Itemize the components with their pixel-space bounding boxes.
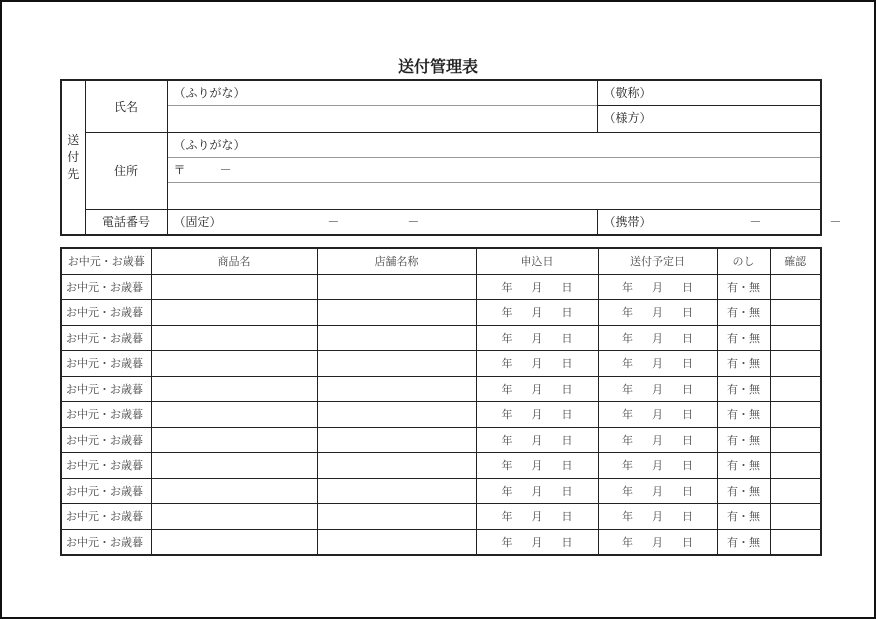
store-cell[interactable] — [317, 376, 476, 402]
date-year: 年 — [501, 331, 513, 345]
date-month: 月 — [531, 433, 543, 447]
check-cell[interactable] — [770, 427, 821, 453]
row-type-cell — [61, 376, 151, 402]
ship-date-cell[interactable] — [598, 453, 717, 479]
date-year: 年 — [622, 510, 633, 524]
date-day: 日 — [561, 510, 573, 524]
date-month: 月 — [652, 484, 663, 498]
row-type-text: お中元・お歳暮 — [66, 433, 143, 447]
date-month: 月 — [531, 382, 543, 396]
header-noshi: のし — [717, 248, 770, 274]
store-cell[interactable] — [317, 478, 476, 504]
date-year: 年 — [622, 459, 633, 473]
date-year: 年 — [501, 408, 513, 422]
date-month: 月 — [652, 280, 663, 294]
date-day: 日 — [682, 306, 693, 320]
table-row — [61, 325, 821, 351]
check-cell[interactable] — [770, 478, 821, 504]
date-year: 年 — [622, 433, 633, 447]
date-day: 日 — [561, 331, 573, 345]
row-type-cell — [61, 427, 151, 453]
store-cell[interactable] — [317, 300, 476, 326]
date-year: 年 — [501, 382, 513, 396]
postal-code-line[interactable] — [168, 158, 821, 183]
row-type-text: お中元・お歳暮 — [66, 535, 143, 549]
header-order-date: 申込日 — [476, 248, 598, 274]
date-year: 年 — [501, 459, 513, 473]
store-cell[interactable] — [317, 427, 476, 453]
date-month: 月 — [652, 535, 663, 549]
order-date-cell[interactable] — [476, 351, 598, 377]
date-month: 月 — [652, 331, 663, 345]
order-date-cell[interactable] — [476, 504, 598, 530]
order-date-cell[interactable] — [476, 427, 598, 453]
ship-date-cell[interactable] — [598, 529, 717, 555]
order-date-cell[interactable] — [476, 300, 598, 326]
mobile-label: （携帯） — [603, 215, 652, 230]
date-year: 年 — [622, 408, 633, 422]
product-cell[interactable] — [151, 274, 317, 300]
honorific-2: （様方） — [603, 111, 652, 126]
header-store: 店舗名称 — [317, 248, 476, 274]
date-month: 月 — [652, 357, 663, 371]
date-day: 日 — [682, 459, 693, 473]
noshi-choice: 有・無 — [727, 510, 760, 524]
page-title: 送付管理表 — [397, 57, 478, 76]
noshi-choice: 有・無 — [727, 306, 760, 320]
table-row — [61, 402, 821, 428]
order-date-cell[interactable] — [476, 529, 598, 555]
noshi-choice: 有・無 — [727, 484, 760, 498]
ship-date-cell[interactable] — [598, 351, 717, 377]
product-cell[interactable] — [151, 453, 317, 479]
store-cell[interactable] — [317, 351, 476, 377]
check-cell[interactable] — [770, 402, 821, 428]
order-date-cell[interactable] — [476, 453, 598, 479]
store-cell[interactable] — [317, 504, 476, 530]
date-day: 日 — [561, 459, 573, 473]
date-year: 年 — [501, 433, 513, 447]
date-year: 年 — [501, 357, 513, 371]
postal-mark: 〒 — [173, 163, 186, 177]
check-cell[interactable] — [770, 376, 821, 402]
date-year: 年 — [622, 535, 633, 549]
noshi-choice: 有・無 — [727, 535, 760, 549]
table-row — [61, 351, 821, 377]
noshi-choice: 有・無 — [727, 408, 760, 422]
date-month: 月 — [531, 331, 543, 345]
row-type-cell — [61, 453, 151, 479]
store-cell[interactable] — [317, 402, 476, 428]
date-year: 年 — [622, 382, 633, 396]
product-cell[interactable] — [151, 325, 317, 351]
table-row — [61, 478, 821, 504]
date-day: 日 — [561, 433, 573, 447]
noshi-choice: 有・無 — [727, 382, 760, 396]
date-month: 月 — [531, 484, 543, 498]
row-type-text: お中元・お歳暮 — [66, 357, 143, 371]
date-day: 日 — [561, 535, 573, 549]
row-type-text: お中元・お歳暮 — [66, 382, 143, 396]
date-month: 月 — [652, 459, 663, 473]
landline-label: （固定） — [173, 215, 222, 230]
row-type-cell — [61, 325, 151, 351]
row-type-text: お中元・お歳暮 — [66, 331, 143, 345]
row-type-text: お中元・お歳暮 — [66, 484, 143, 498]
ship-date-cell[interactable] — [598, 478, 717, 504]
date-day: 日 — [682, 433, 693, 447]
list-body — [61, 274, 821, 555]
mobile-dash-2: － — [829, 215, 842, 230]
table-row — [61, 427, 821, 453]
order-date-cell[interactable] — [476, 402, 598, 428]
date-month: 月 — [531, 280, 543, 294]
row-type-cell — [61, 478, 151, 504]
address-input-line[interactable] — [168, 183, 821, 208]
name-furigana: （ふりがな） — [168, 81, 597, 106]
phone-label: 電話番号 — [85, 209, 167, 235]
product-cell[interactable] — [151, 427, 317, 453]
header-check: 確認 — [770, 248, 821, 274]
noshi-choice: 有・無 — [727, 433, 760, 447]
product-cell[interactable] — [151, 300, 317, 326]
ship-date-cell[interactable] — [598, 504, 717, 530]
product-cell[interactable] — [151, 402, 317, 428]
row-type-text: お中元・お歳暮 — [66, 510, 143, 524]
row-type-text: お中元・お歳暮 — [66, 280, 143, 294]
date-day: 日 — [682, 408, 693, 422]
date-month: 月 — [531, 306, 543, 320]
product-cell[interactable] — [151, 504, 317, 530]
row-type-cell — [61, 402, 151, 428]
store-cell[interactable] — [317, 453, 476, 479]
date-year: 年 — [622, 357, 633, 371]
table-row — [61, 504, 821, 530]
noshi-cell[interactable] — [717, 453, 770, 479]
date-day: 日 — [682, 535, 693, 549]
recipient-table — [60, 79, 842, 236]
date-month: 月 — [652, 408, 663, 422]
ship-date-cell[interactable] — [598, 325, 717, 351]
address-label: 住所 — [85, 132, 167, 209]
section-label-char: 付 — [67, 150, 80, 164]
date-month: 月 — [531, 459, 543, 473]
ship-date-cell[interactable] — [598, 274, 717, 300]
date-month: 月 — [531, 408, 543, 422]
check-cell[interactable] — [770, 300, 821, 326]
date-year: 年 — [501, 280, 513, 294]
date-year: 年 — [622, 331, 633, 345]
noshi-cell[interactable] — [717, 529, 770, 555]
postal-dash: － — [219, 163, 232, 177]
table-row — [61, 300, 821, 326]
section-label-char: 送 — [67, 133, 80, 147]
date-month: 月 — [531, 535, 543, 549]
product-cell[interactable] — [151, 529, 317, 555]
header-ship-date: 送付予定日 — [598, 248, 717, 274]
date-day: 日 — [682, 280, 693, 294]
noshi-cell[interactable] — [717, 325, 770, 351]
table-row — [61, 529, 821, 555]
row-type-cell — [61, 529, 151, 555]
check-cell[interactable] — [770, 504, 821, 530]
noshi-choice: 有・無 — [727, 331, 760, 345]
row-type-cell — [61, 351, 151, 377]
row-type-cell — [61, 274, 151, 300]
noshi-choice: 有・無 — [727, 280, 760, 294]
honorific-field[interactable] — [597, 80, 821, 132]
gift-list-table — [60, 247, 822, 556]
order-date-cell[interactable] — [476, 274, 598, 300]
date-day: 日 — [561, 484, 573, 498]
address-furigana: （ふりがな） — [168, 133, 821, 158]
date-month: 月 — [531, 357, 543, 371]
header-product: 商品名 — [151, 248, 317, 274]
date-year: 年 — [622, 484, 633, 498]
noshi-cell[interactable] — [717, 351, 770, 377]
date-year: 年 — [501, 535, 513, 549]
date-day: 日 — [561, 408, 573, 422]
noshi-choice: 有・無 — [727, 459, 760, 473]
date-month: 月 — [652, 433, 663, 447]
date-day: 日 — [561, 357, 573, 371]
mobile-field[interactable] — [597, 209, 842, 235]
date-month: 月 — [652, 510, 663, 524]
landline-field[interactable] — [167, 209, 597, 235]
recipient-section-label — [61, 80, 85, 235]
name-label: 氏名 — [85, 80, 167, 132]
check-cell[interactable] — [770, 274, 821, 300]
date-day: 日 — [682, 382, 693, 396]
address-field[interactable] — [167, 132, 821, 209]
table-row — [61, 274, 821, 300]
noshi-cell[interactable] — [717, 376, 770, 402]
date-year: 年 — [501, 484, 513, 498]
name-input-line[interactable] — [168, 106, 597, 131]
store-cell[interactable] — [317, 274, 476, 300]
row-type-text: お中元・お歳暮 — [66, 306, 143, 320]
date-year: 年 — [501, 306, 513, 320]
table-row — [61, 453, 821, 479]
name-field[interactable] — [167, 80, 597, 132]
check-cell[interactable] — [770, 351, 821, 377]
order-date-cell[interactable] — [476, 478, 598, 504]
landline-dash-2: － — [407, 215, 420, 230]
order-date-cell[interactable] — [476, 325, 598, 351]
noshi-cell[interactable] — [717, 478, 770, 504]
ship-date-cell[interactable] — [598, 376, 717, 402]
date-month: 月 — [652, 382, 663, 396]
date-year: 年 — [622, 280, 633, 294]
noshi-cell[interactable] — [717, 427, 770, 453]
date-day: 日 — [561, 306, 573, 320]
date-day: 日 — [682, 357, 693, 371]
ship-date-cell[interactable] — [598, 402, 717, 428]
mobile-dash-1: － — [749, 215, 762, 230]
noshi-cell[interactable] — [717, 504, 770, 530]
row-type-text: お中元・お歳暮 — [66, 459, 143, 473]
date-year: 年 — [622, 306, 633, 320]
ship-date-cell[interactable] — [598, 427, 717, 453]
list-header-row — [61, 248, 821, 274]
date-day: 日 — [561, 280, 573, 294]
check-cell[interactable] — [770, 453, 821, 479]
store-cell[interactable] — [317, 529, 476, 555]
date-day: 日 — [682, 510, 693, 524]
check-cell[interactable] — [770, 325, 821, 351]
honorific-1: （敬称） — [598, 81, 821, 106]
header-type: お中元・お歳暮 — [61, 248, 151, 274]
noshi-choice: 有・無 — [727, 357, 760, 371]
noshi-cell[interactable] — [717, 402, 770, 428]
date-day: 日 — [561, 382, 573, 396]
date-year: 年 — [501, 510, 513, 524]
date-month: 月 — [531, 510, 543, 524]
check-cell[interactable] — [770, 529, 821, 555]
noshi-cell[interactable] — [717, 300, 770, 326]
ship-date-cell[interactable] — [598, 300, 717, 326]
landline-dash-1: － — [327, 215, 340, 230]
product-cell[interactable] — [151, 376, 317, 402]
row-type-cell — [61, 300, 151, 326]
recipient-section-text — [62, 132, 85, 183]
row-type-text: お中元・お歳暮 — [66, 408, 143, 422]
product-cell[interactable] — [151, 351, 317, 377]
date-day: 日 — [682, 484, 693, 498]
order-date-cell[interactable] — [476, 376, 598, 402]
product-cell[interactable] — [151, 478, 317, 504]
store-cell[interactable] — [317, 325, 476, 351]
noshi-cell[interactable] — [717, 274, 770, 300]
date-day: 日 — [682, 331, 693, 345]
date-month: 月 — [652, 306, 663, 320]
table-row — [61, 376, 821, 402]
section-label-char: 先 — [67, 167, 80, 181]
row-type-cell — [61, 504, 151, 530]
